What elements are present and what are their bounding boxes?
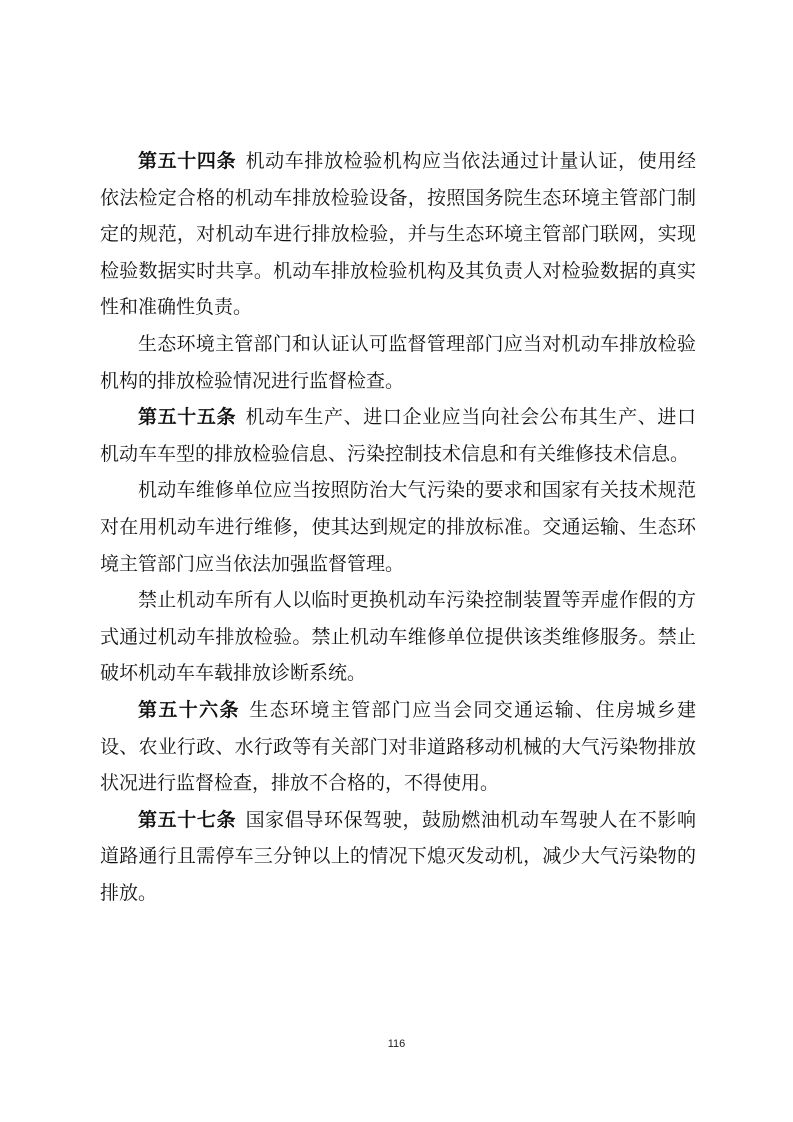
paragraph-article-56 [100, 692, 696, 802]
paragraph-text: 生态环境主管部门和认证认可监督管理部门应当对机动车排放检验机构的排放检验情况进行监督检查。 [100, 332, 696, 392]
paragraph-article-54 [100, 143, 696, 326]
article-heading: 第五十七条 [138, 808, 237, 831]
article-heading: 第五十六条 [138, 698, 240, 721]
paragraph-article-54-supervision [100, 326, 696, 399]
paragraph-article-57 [100, 802, 696, 912]
document-body [100, 143, 696, 911]
paragraph-text: 禁止机动车所有人以临时更换机动车污染控制装置等弄虚作假的方式通过机动车排放检验。禁止机动车维修单位提供该类维修服务。禁止破坏机动车车载排放诊断系统。 [100, 589, 696, 685]
page-number: 116 [387, 1038, 406, 1050]
paragraph-text: 生态环境主管部门应当会同交通运输、住房城乡建设、农业行政、水行政等有关部门对非道路移动机械的大气污染物排放状况进行监督检查，排放不合格的，不得使用。 [100, 698, 696, 795]
paragraph-text: 机动车排放检验机构应当依法通过计量认证，使用经依法检定合格的机动车排放检验设备，按照国务院生态环境主管部门制定的规范，对机动车进行排放检验，并与生态环境主管部门联网，实现检验数据实时共享。机动车排放检验机构及其负责人对检验数据的真实性和准确性负责。 [100, 150, 696, 319]
paragraph-text: 国家倡导环保驾驶，鼓励燃油机动车驾驶人在不影响道路通行且需停车三分钟以上的情况下熄灭发动机，减少大气污染物的排放。 [100, 808, 696, 904]
paragraph-article-55-prohibition [100, 582, 696, 692]
paragraph-article-55 [100, 399, 696, 472]
article-heading: 第五十四条 [138, 150, 237, 172]
paragraph-text: 机动车生产、进口企业应当向社会公布其生产、进口机动车车型的排放检验信息、污染控制技术信息和有关维修技术信息。 [100, 406, 696, 465]
paragraph-article-55-repair [100, 472, 696, 582]
paragraph-text: 机动车维修单位应当按照防治大气污染的要求和国家有关技术规范对在用机动车进行维修，使其达到规定的排放标准。交通运输、生态环境主管部门应当依法加强监督管理。 [100, 479, 696, 575]
article-heading: 第五十五条 [138, 406, 237, 429]
